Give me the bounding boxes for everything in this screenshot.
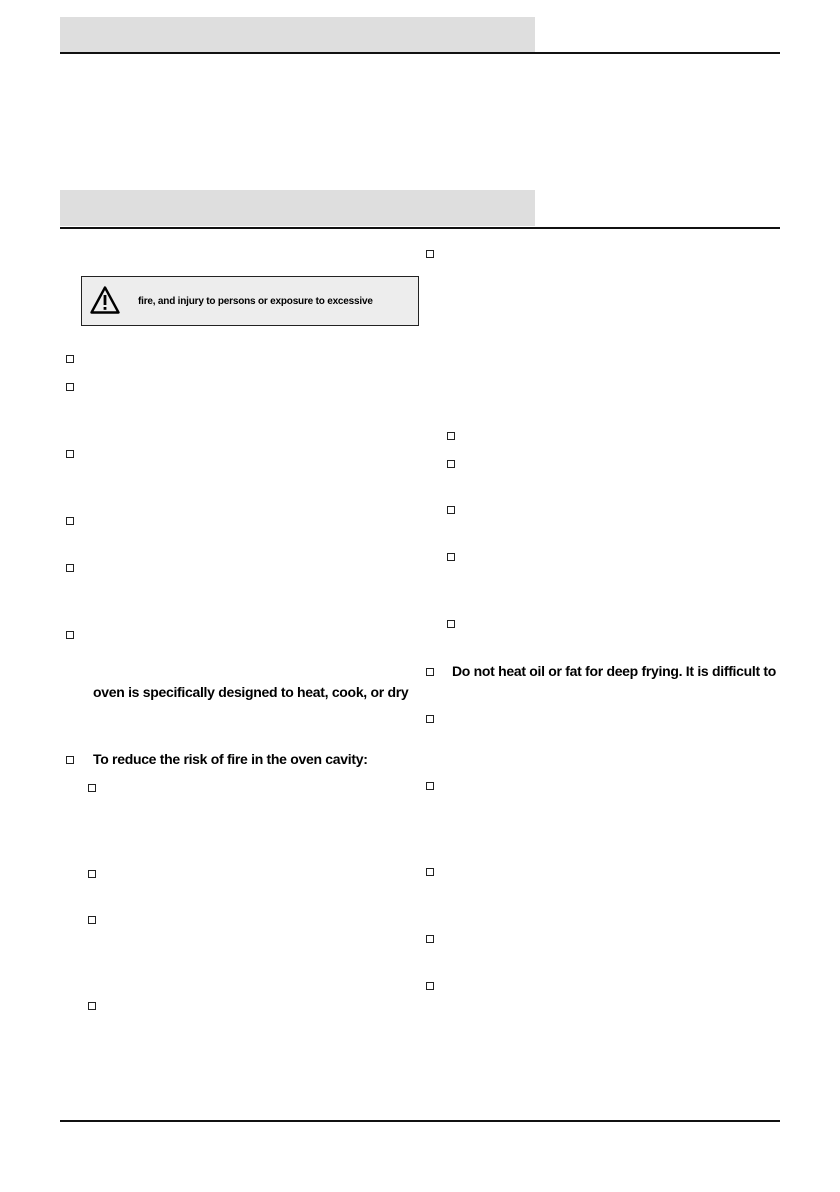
bullet-checkbox [426,715,434,723]
safety-section-header-rule [60,227,780,229]
microwave-note-text: oven is specifically designed to heat, cook, or dry [93,684,409,700]
sub-bullet-checkbox [447,460,455,468]
warning-box [81,276,419,326]
bullet-checkbox [66,517,74,525]
bullet-checkbox [66,756,74,764]
warning-text: fire, and injury to persons or exposure to excessive [138,296,373,307]
bullet-checkbox [66,631,74,639]
section-header-band [60,17,535,53]
safety-section-header-band [60,190,535,226]
sub-bullet-checkbox [88,1002,96,1010]
sub-bullet-checkbox [88,870,96,878]
bullet-checkbox [66,355,74,363]
footer-rule [60,1120,780,1122]
bullet-checkbox [426,668,434,676]
section-header-rule [60,52,780,54]
sub-bullet-checkbox [447,506,455,514]
sub-bullet-checkbox [447,553,455,561]
sub-bullet-checkbox [88,784,96,792]
sub-bullet-checkbox [88,916,96,924]
bullet-checkbox [426,935,434,943]
bullet-checkbox [66,450,74,458]
warning-triangle-icon [90,286,120,314]
bullet-checkbox [426,982,434,990]
sub-bullet-checkbox [447,432,455,440]
bullet-checkbox [66,383,74,391]
bullet-checkbox [426,782,434,790]
deep-frying-warning-text: Do not heat oil or fat for deep frying. It is difficult to [452,663,777,679]
bullet-checkbox [426,868,434,876]
bullet-checkbox [426,250,434,258]
bullet-checkbox [66,564,74,572]
sub-bullet-checkbox [447,620,455,628]
fire-risk-heading: To reduce the risk of fire in the oven cavity: [93,751,368,767]
